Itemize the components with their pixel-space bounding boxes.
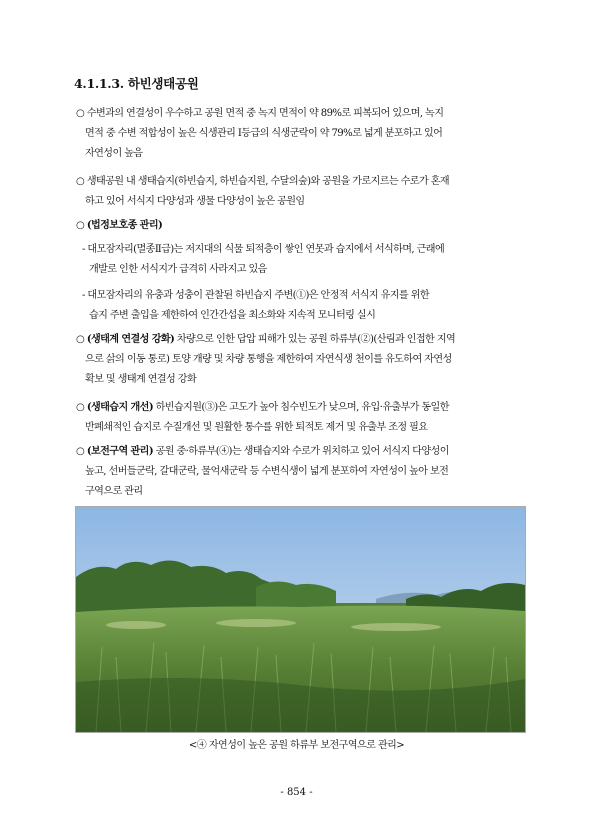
bullet-text: 으로 삵의 이동 통로) 토양 개량 및 차량 통행을 제한하여 자연식생 천이를 유도하여 자연성 (85, 354, 452, 365)
bullet-marker: ○ (76, 446, 85, 457)
photo-caption: <④ 자연성이 높은 공원 하류부 보전구역으로 관리> (188, 740, 405, 751)
wetland-photo (75, 506, 526, 733)
bullet-text: 반폐쇄적인 습지로 수질개선 및 원활한 통수를 위한 퇴적토 제거 및 유출부 조정 필요 (85, 422, 428, 433)
bullet-text: 공원 중·하류부(④)는 생태습지와 수로가 위치하고 있어 서식지 다양성이 (153, 446, 449, 457)
sub-item-1 (82, 240, 528, 280)
bullet-heading: (법정보호종 관리) (86, 220, 163, 231)
bullet-marker: ○ (76, 220, 85, 231)
bullet-item-5 (76, 398, 526, 438)
wetland-photo-image (76, 507, 525, 732)
bullet-marker: ○ (76, 402, 85, 413)
sub-text: 습지 주변 출입을 제한하여 인간간섭을 최소화와 지속적 모니터링 실시 (89, 310, 376, 321)
bullet-text: 확보 및 생태계 연결성 강화 (85, 374, 197, 385)
bullet-text: 수변과의 연결성이 우수하고 공원 면적 중 녹지 면적이 약 89%로 피복되어 있으며, 녹지 (86, 108, 444, 119)
bullet-text: 면적 중 수변 적합성이 높은 식생관리 I등급의 식생군락이 약 79%로 넓게 분포하고 있어 (85, 128, 443, 139)
dash-marker: - (82, 290, 85, 301)
sub-item-2 (82, 286, 528, 326)
bullet-text: 높고, 선버들군락, 갈대군락, 물억새군락 등 수변식생이 넓게 분포하여 자연성이 높아 보전 (85, 466, 449, 477)
bullet-marker: ○ (76, 334, 85, 345)
bullet-heading: (생태습지 개선) (86, 402, 153, 413)
page-number: - 854 - (280, 787, 313, 798)
bullet-item-6 (76, 442, 526, 502)
bullet-heading: (생태계 연결성 강화) (86, 334, 175, 345)
sub-text: 대모잠자리의 유충과 성충이 관찰된 하빈습지 주변(①)은 안정적 서식지 유지를 위한 (87, 290, 430, 301)
bullet-item-4 (76, 330, 526, 390)
bullet-marker: ○ (76, 176, 85, 187)
sub-text: 대모잠자리(멸종Ⅱ급)는 저지대의 식물 퇴적층이 쌓인 연못과 습지에서 서식하며, 근래에 (87, 244, 445, 255)
bullet-text: 하고 있어 서식지 다양성과 생물 다양성이 높은 공원임 (85, 196, 305, 207)
sub-text: 개발로 인한 서식지가 급격히 사라지고 있음 (89, 264, 267, 275)
bullet-text: 하빈습지원(③)은 고도가 높아 침수빈도가 낮으며, 유입·유출부가 동일한 (153, 402, 449, 413)
bullet-item-3 (76, 216, 526, 236)
bullet-item-2 (76, 172, 526, 212)
bullet-text: 자연성이 높음 (85, 148, 143, 159)
bullet-heading: (보전구역 관리) (86, 446, 153, 457)
bullet-text: 생태공원 내 생태습지(하빈습지, 하빈습지원, 수달의숲)와 공원을 가로지르는 수로가 혼재 (86, 176, 450, 187)
section-title: 4.1.1.3. 하빈생태공원 (74, 76, 199, 91)
bullet-text: 구역으로 관리 (85, 486, 143, 497)
bullet-marker: ○ (76, 108, 85, 119)
bullet-text: 차량으로 인한 답압 피해가 있는 공원 하류부(②)(산림과 인접한 지역 (174, 334, 456, 345)
bullet-item-1 (76, 104, 526, 164)
dash-marker: - (82, 244, 85, 255)
